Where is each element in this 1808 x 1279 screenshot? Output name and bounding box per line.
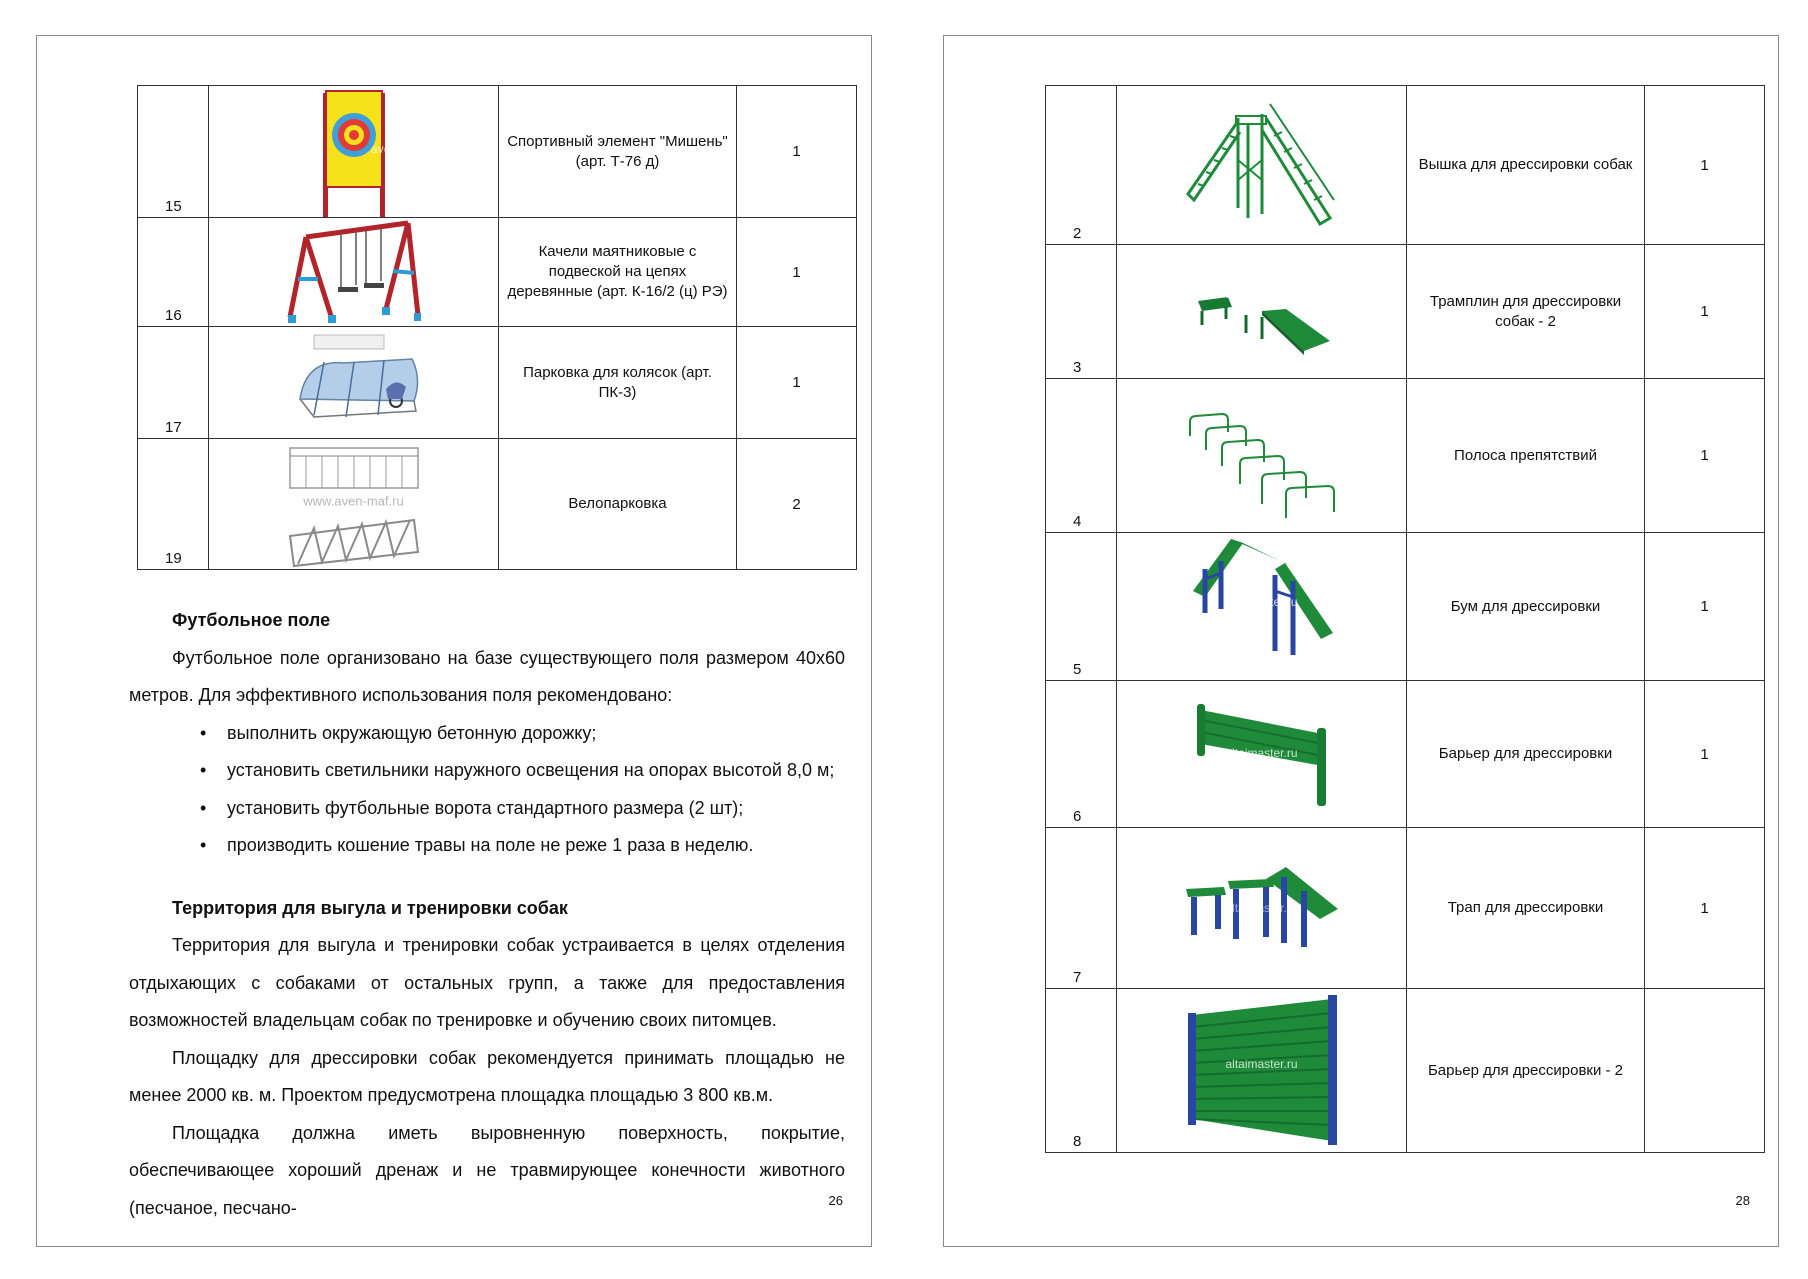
table-row <box>1046 681 1765 828</box>
barrier-icon <box>1189 694 1335 814</box>
row-number: 8 <box>1046 989 1117 1153</box>
product-name: Барьер для дрессировки - 2 <box>1407 989 1645 1153</box>
list-item: • производить кошение травы на поле не реже 1 раза в неделю. <box>227 827 845 865</box>
ladder-icon <box>1182 843 1342 973</box>
product-name: Вышка для дрессировки собак <box>1407 86 1645 245</box>
page-number: 28 <box>1735 1193 1750 1208</box>
product-image <box>209 327 499 439</box>
quantity: 1 <box>1645 828 1765 989</box>
quantity: 1 <box>737 327 857 439</box>
product-name: Трап для дрессировки <box>1407 828 1645 989</box>
table-row <box>1046 828 1765 989</box>
product-image <box>1117 681 1407 828</box>
product-image <box>1117 828 1407 989</box>
watermark: altaimaster.ru <box>1225 595 1298 610</box>
product-image <box>1117 86 1407 245</box>
table-row <box>1046 379 1765 533</box>
football-section <box>129 602 845 1227</box>
product-image <box>209 218 499 327</box>
bike-rack-icon <box>284 440 424 568</box>
list-item: • установить футбольные ворота стандартного размера (2 шт); <box>227 790 845 828</box>
training-tower-icon <box>1182 90 1342 240</box>
product-name: Спортивный элемент "Мишень" (арт. Т-76 д) <box>499 86 737 218</box>
quantity: 1 <box>737 218 857 327</box>
table-row <box>138 218 857 327</box>
list-item: • установить светильники наружного освещения на опорах высотой 8,0 м; <box>227 752 845 790</box>
obstacle-course-icon <box>1182 386 1342 526</box>
product-name: Велопарковка <box>499 439 737 570</box>
swing-icon <box>286 219 421 325</box>
table-row <box>138 327 857 439</box>
ramp-icon <box>1192 257 1332 367</box>
product-image <box>209 86 499 218</box>
quantity <box>1645 989 1765 1153</box>
watermark: altaimaster.ru <box>1225 287 1298 302</box>
row-number: 6 <box>1046 681 1117 828</box>
quantity: 1 <box>1645 681 1765 828</box>
list-item: • выполнить окружающую бетонную дорожку; <box>227 715 845 753</box>
right-page <box>943 35 1779 1247</box>
quantity: 1 <box>1645 86 1765 245</box>
row-number: 5 <box>1046 533 1117 681</box>
product-name: Трамплин для дрессировки собак - 2 <box>1407 245 1645 379</box>
paragraph: Футбольное поле организовано на базе существующего поля размером 40х60 метров. Для эффективного использования поля рекомендовано: <box>129 647 845 705</box>
product-image <box>209 439 499 570</box>
product-name: Бум для дрессировки <box>1407 533 1645 681</box>
fence-barrier-icon <box>1182 991 1342 1151</box>
row-number: 15 <box>138 86 209 218</box>
table-row <box>1046 245 1765 379</box>
page-number: 26 <box>828 1193 843 1208</box>
table-row <box>1046 86 1765 245</box>
quantity: 1 <box>737 86 857 218</box>
row-number: 17 <box>138 327 209 439</box>
equipment-table-left <box>137 85 857 570</box>
section-heading: Территория для выгула и тренировки собак <box>172 897 568 918</box>
balance-beam-icon <box>1187 535 1337 679</box>
row-number: 7 <box>1046 828 1117 989</box>
row-number: 4 <box>1046 379 1117 533</box>
product-name: Парковка для колясок (арт. ПК-3) <box>499 327 737 439</box>
product-image <box>1117 989 1407 1153</box>
product-name: Полоса препятствий <box>1407 379 1645 533</box>
product-image <box>1117 245 1407 379</box>
quantity: 1 <box>1645 245 1765 379</box>
watermark: altaimaster.ru <box>1225 745 1298 760</box>
quantity: 1 <box>1645 533 1765 681</box>
table-row <box>1046 533 1765 681</box>
row-number: 2 <box>1046 86 1117 245</box>
table-row <box>138 439 857 570</box>
product-name: Качели маятниковые с подвеской на цепях деревянные (арт. К-16/2 (ц) РЭ) <box>499 218 737 327</box>
product-image <box>1117 533 1407 681</box>
row-number: 16 <box>138 218 209 327</box>
table-row <box>138 86 857 218</box>
equipment-table-right <box>1045 85 1765 1153</box>
paragraph: Площадку для дрессировки собак рекомендуется принимать площадью не менее 2000 кв. м. Проектом предусмотрена площадка площадью 3 800 кв.м. <box>129 1047 845 1105</box>
watermark: aven-m <box>371 141 412 156</box>
product-image <box>1117 379 1407 533</box>
quantity: 2 <box>737 439 857 570</box>
left-page <box>36 35 872 1247</box>
paragraph: Территория для выгула и тренировки собак устраивается в целях отделения отдыхающих с собаками от остальных групп, а также для предоставления возможностей владельцам собак по тренировке и обучению своих питомцев. <box>129 935 845 1030</box>
recommendation-list <box>129 715 845 865</box>
watermark: altaimaster.ru <box>1225 901 1298 915</box>
table-row <box>1046 989 1765 1153</box>
product-name: Барьер для дрессировки <box>1407 681 1645 828</box>
paragraph: Площадка должна иметь выровненную поверхность, покрытие, обеспечивающее хороший дренаж и не травмирующее конечности животного (песчаное, песчано- <box>129 1122 845 1218</box>
watermark: altaimaster.ru <box>1225 1056 1298 1071</box>
stroller-parking-icon <box>284 329 424 437</box>
row-number: 19 <box>138 439 209 570</box>
row-number: 3 <box>1046 245 1117 379</box>
section-heading: Футбольное поле <box>172 610 331 630</box>
target-board-icon <box>317 87 391 217</box>
quantity: 1 <box>1645 379 1765 533</box>
watermark: www.aven-maf.ru <box>303 493 404 509</box>
